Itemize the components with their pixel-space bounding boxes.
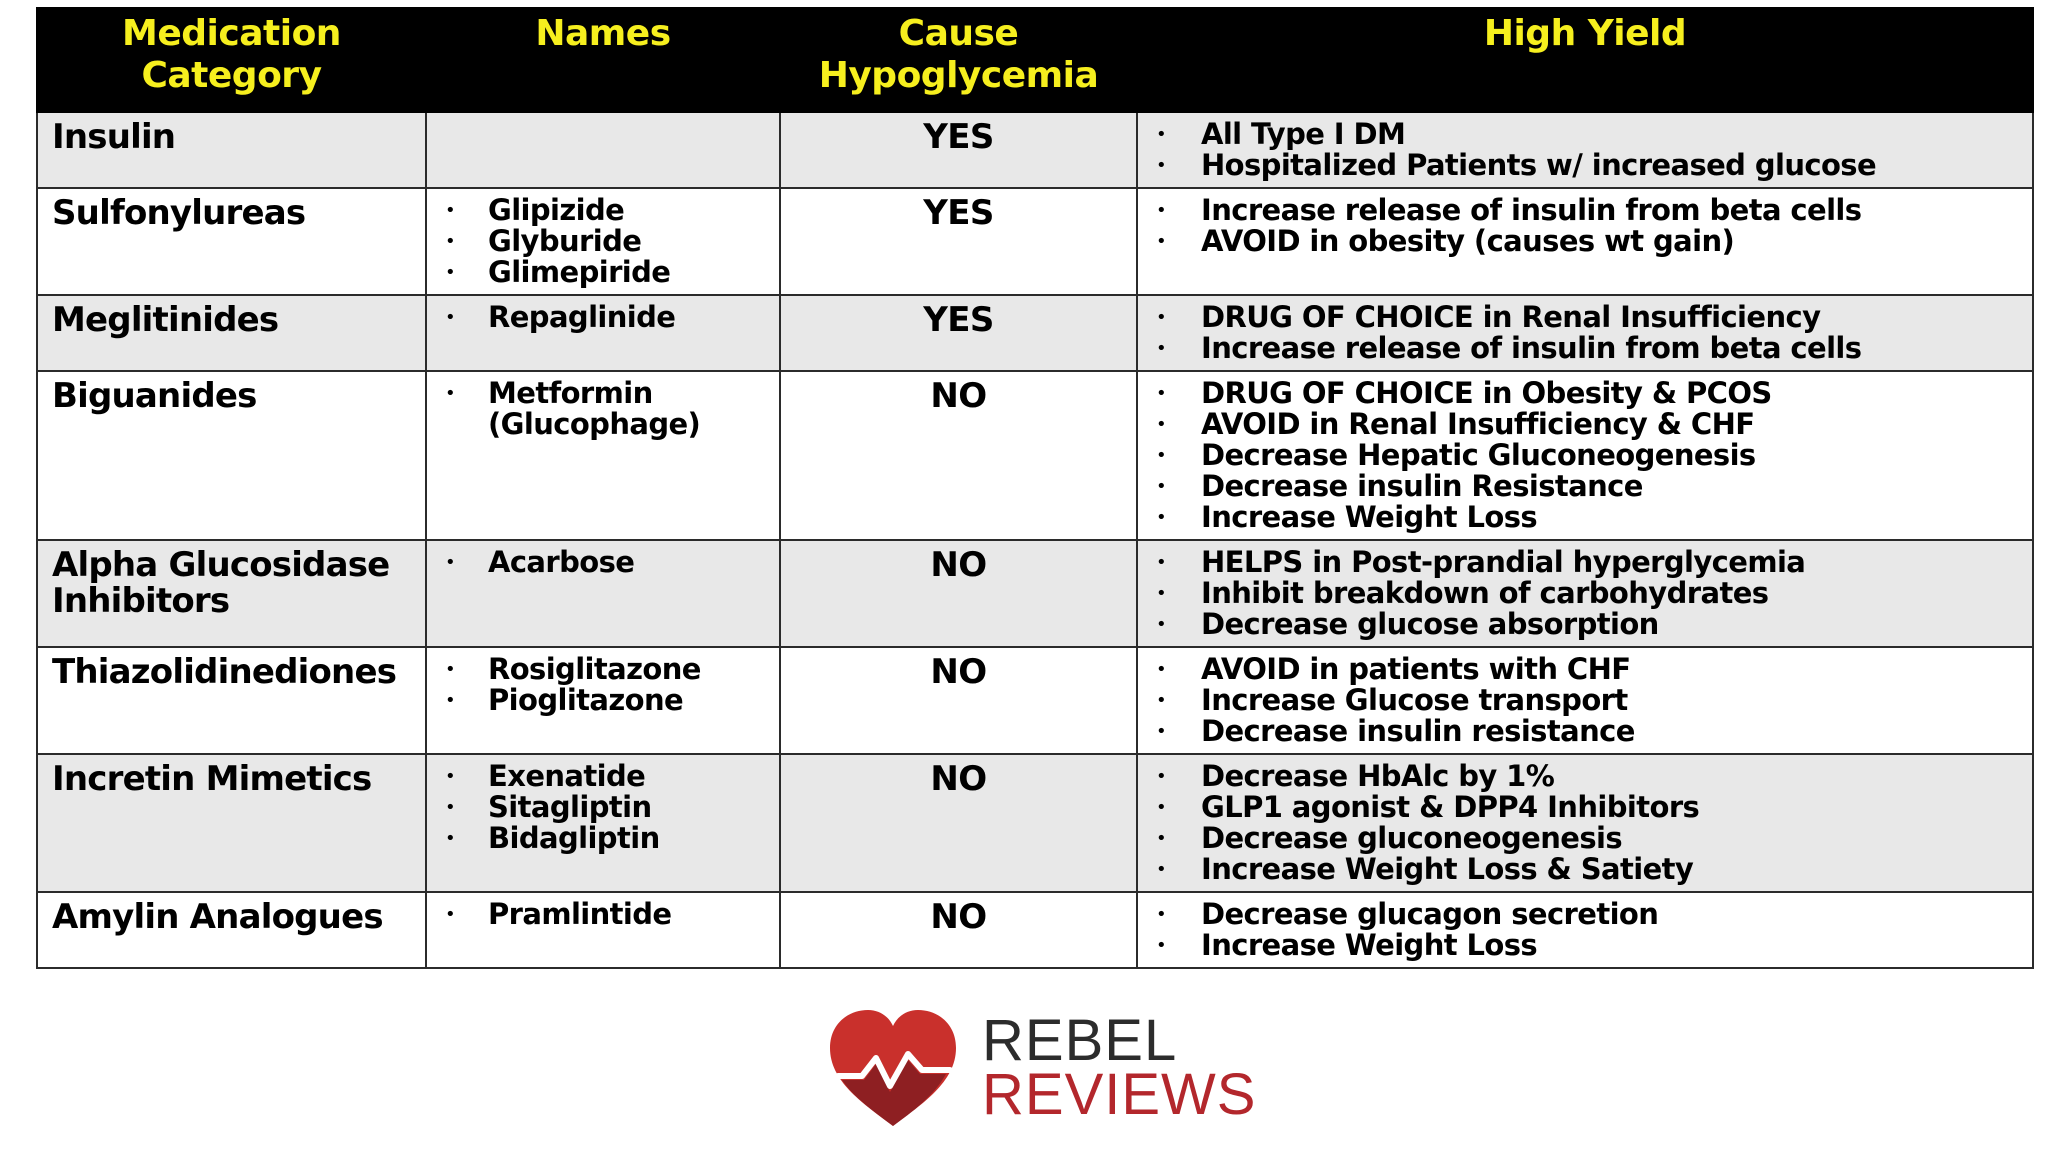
high-yield-point: Increase release of insulin from beta cells [1201, 331, 1862, 365]
drug-names-list [439, 899, 767, 930]
bullet-icon: • [1156, 414, 1167, 435]
high-yield-point: AVOID in patients with CHF [1201, 652, 1631, 686]
list-item [1150, 716, 2020, 747]
hypoglycemia-cell: NO [780, 371, 1137, 540]
logo-text-rebel: REBEL [982, 1008, 1178, 1073]
rebel-reviews-logo [824, 1004, 1257, 1134]
high-yield-point: Decrease insulin Resistance [1201, 469, 1643, 503]
medication-category-cell: Insulin [37, 112, 426, 188]
bullet-icon: • [1156, 507, 1167, 528]
list-item [1150, 854, 2020, 885]
table-row [37, 112, 2033, 188]
drug-name: Exenatide [488, 759, 646, 793]
list-item [1150, 685, 2020, 716]
bullet-icon: • [445, 307, 456, 328]
bullet-icon: • [445, 828, 456, 849]
high-yield-point: Decrease insulin resistance [1201, 714, 1635, 748]
drug-names-list [439, 761, 767, 854]
bullet-icon: • [445, 200, 456, 221]
high-yield-point: Increase release of insulin from beta cells [1201, 193, 1862, 227]
drug-name: Repaglinide [488, 300, 676, 334]
medication-category-cell: Thiazolidinediones [37, 647, 426, 754]
bullet-icon: • [445, 766, 456, 787]
list-item [1150, 792, 2020, 823]
high-yield-point: Increase Weight Loss [1201, 928, 1538, 962]
high-yield-list [1150, 195, 2020, 257]
high-yield-point: HELPS in Post-prandial hyperglycemia [1201, 545, 1806, 579]
hypoglycemia-cell: YES [780, 188, 1137, 295]
table-row [37, 892, 2033, 968]
list-item [1150, 899, 2020, 930]
list-item [1150, 502, 2020, 533]
diabetes-medication-table [36, 7, 2034, 969]
bullet-icon: • [1156, 383, 1167, 404]
table-row [37, 540, 2033, 647]
drug-names-cell [426, 892, 780, 968]
drug-names-cell [426, 295, 780, 371]
high-yield-point: Increase Weight Loss [1201, 500, 1538, 534]
list-item [439, 547, 767, 578]
header-high-yield: High Yield [1137, 8, 2033, 112]
list-item [1150, 195, 2020, 226]
drug-name: Glyburide [488, 224, 642, 258]
list-item [1150, 333, 2020, 364]
hypoglycemia-cell: YES [780, 112, 1137, 188]
list-item [1150, 119, 2020, 150]
high-yield-point: DRUG OF CHOICE in Obesity & PCOS [1201, 376, 1772, 410]
bullet-icon: • [1156, 476, 1167, 497]
bullet-icon: • [1156, 766, 1167, 787]
logo-text-reviews: REVIEWS [982, 1062, 1257, 1127]
high-yield-cell [1137, 371, 2033, 540]
drug-names-list [439, 195, 767, 288]
medication-category-cell: Incretin Mimetics [37, 754, 426, 892]
table-row [37, 754, 2033, 892]
table-row [37, 295, 2033, 371]
list-item [439, 302, 767, 333]
bullet-icon: • [445, 231, 456, 252]
bullet-icon: • [1156, 690, 1167, 711]
high-yield-point: Increase Glucose transport [1201, 683, 1628, 717]
bullet-icon: • [445, 904, 456, 925]
list-item [439, 685, 767, 716]
high-yield-point: Inhibit breakdown of carbohydrates [1201, 576, 1769, 610]
bullet-icon: • [1156, 935, 1167, 956]
bullet-icon: • [1156, 614, 1167, 635]
drug-name: Pioglitazone [488, 683, 684, 717]
list-item [439, 823, 767, 854]
header-names: Names [426, 8, 780, 112]
list-item [439, 899, 767, 930]
list-item [1150, 547, 2020, 578]
high-yield-list [1150, 899, 2020, 961]
high-yield-point: AVOID in obesity (causes wt gain) [1201, 224, 1735, 258]
heart-pulse-icon [824, 1004, 962, 1134]
high-yield-point: All Type I DM [1201, 117, 1406, 151]
list-item [439, 195, 767, 226]
table-header-row [37, 8, 2033, 112]
drug-names-cell [426, 188, 780, 295]
high-yield-list [1150, 761, 2020, 885]
bullet-icon: • [1156, 155, 1167, 176]
high-yield-cell [1137, 892, 2033, 968]
bullet-icon: • [1156, 307, 1167, 328]
list-item [1150, 654, 2020, 685]
list-item [1150, 761, 2020, 792]
drug-names-list [439, 654, 767, 716]
high-yield-point: Decrease glucose absorption [1201, 607, 1659, 641]
list-item [1150, 226, 2020, 257]
high-yield-point: Decrease Hepatic Gluconeogenesis [1201, 438, 1756, 472]
list-item [439, 654, 767, 685]
high-yield-point: Hospitalized Patients w/ increased glucose [1201, 148, 1877, 182]
medication-category-cell: Sulfonylureas [37, 188, 426, 295]
bullet-icon: • [1156, 828, 1167, 849]
drug-name: Metformin (Glucophage) [488, 376, 701, 441]
high-yield-list [1150, 119, 2020, 181]
high-yield-list [1150, 302, 2020, 364]
list-item [1150, 440, 2020, 471]
medication-category-cell: Biguanides [37, 371, 426, 540]
list-item [1150, 409, 2020, 440]
bullet-icon: • [445, 383, 456, 404]
medication-category-cell: Alpha Glucosidase Inhibitors [37, 540, 426, 647]
drug-name: Acarbose [488, 545, 635, 579]
list-item [1150, 378, 2020, 409]
bullet-icon: • [445, 262, 456, 283]
drug-name: Glimepiride [488, 255, 671, 289]
drug-names-list [439, 547, 767, 578]
drug-names-cell [426, 371, 780, 540]
drug-names-list [439, 378, 767, 440]
bullet-icon: • [1156, 904, 1167, 925]
list-item [1150, 823, 2020, 854]
drug-table-container [36, 7, 2032, 969]
high-yield-point: DRUG OF CHOICE in Renal Insufficiency [1201, 300, 1821, 334]
hypoglycemia-cell: YES [780, 295, 1137, 371]
high-yield-cell [1137, 647, 2033, 754]
list-item [1150, 609, 2020, 640]
high-yield-point: Decrease gluconeogenesis [1201, 821, 1622, 855]
list-item [439, 226, 767, 257]
bullet-icon: • [445, 659, 456, 680]
drug-name: Rosiglitazone [488, 652, 701, 686]
list-item [1150, 930, 2020, 961]
drug-name: Glipizide [488, 193, 625, 227]
high-yield-point: AVOID in Renal Insufficiency & CHF [1201, 407, 1755, 441]
bullet-icon: • [445, 797, 456, 818]
bullet-icon: • [1156, 659, 1167, 680]
medication-category-cell: Meglitinides [37, 295, 426, 371]
hypoglycemia-cell: NO [780, 754, 1137, 892]
high-yield-cell [1137, 112, 2033, 188]
drug-names-list [439, 302, 767, 333]
list-item [439, 761, 767, 792]
list-item [439, 378, 767, 440]
list-item [439, 792, 767, 823]
bullet-icon: • [1156, 552, 1167, 573]
high-yield-point: Decrease glucagon secretion [1201, 897, 1659, 931]
high-yield-cell [1137, 188, 2033, 295]
drug-names-cell [426, 112, 780, 188]
header-cause-hypoglycemia: Cause Hypoglycemia [780, 8, 1137, 112]
bullet-icon: • [1156, 338, 1167, 359]
bullet-icon: • [1156, 797, 1167, 818]
list-item [439, 257, 767, 288]
drug-names-cell [426, 754, 780, 892]
high-yield-cell [1137, 295, 2033, 371]
hypoglycemia-cell: NO [780, 647, 1137, 754]
drug-names-cell [426, 647, 780, 754]
bullet-icon: • [1156, 445, 1167, 466]
high-yield-cell [1137, 540, 2033, 647]
high-yield-point: Increase Weight Loss & Satiety [1201, 852, 1694, 886]
header-medication-category: Medication Category [37, 8, 426, 112]
high-yield-point: GLP1 agonist & DPP4 Inhibitors [1201, 790, 1700, 824]
bullet-icon: • [1156, 231, 1167, 252]
high-yield-list [1150, 654, 2020, 747]
bullet-icon: • [445, 552, 456, 573]
drug-name: Sitagliptin [488, 790, 652, 824]
bullet-icon: • [1156, 124, 1167, 145]
high-yield-list [1150, 378, 2020, 533]
high-yield-point: Decrease HbAlc by 1% [1201, 759, 1555, 793]
bullet-icon: • [1156, 859, 1167, 880]
bullet-icon: • [1156, 583, 1167, 604]
drug-name: Pramlintide [488, 897, 672, 931]
list-item [1150, 578, 2020, 609]
hypoglycemia-cell: NO [780, 540, 1137, 647]
drug-names-cell [426, 540, 780, 647]
table-body [37, 112, 2033, 968]
drug-name: Bidagliptin [488, 821, 660, 855]
list-item [1150, 471, 2020, 502]
list-item [1150, 150, 2020, 181]
high-yield-cell [1137, 754, 2033, 892]
table-row [37, 647, 2033, 754]
medication-category-cell: Amylin Analogues [37, 892, 426, 968]
bullet-icon: • [445, 690, 456, 711]
list-item [1150, 302, 2020, 333]
table-row [37, 188, 2033, 295]
bullet-icon: • [1156, 721, 1167, 742]
table-row [37, 371, 2033, 540]
high-yield-list [1150, 547, 2020, 640]
bullet-icon: • [1156, 200, 1167, 221]
hypoglycemia-cell: NO [780, 892, 1137, 968]
